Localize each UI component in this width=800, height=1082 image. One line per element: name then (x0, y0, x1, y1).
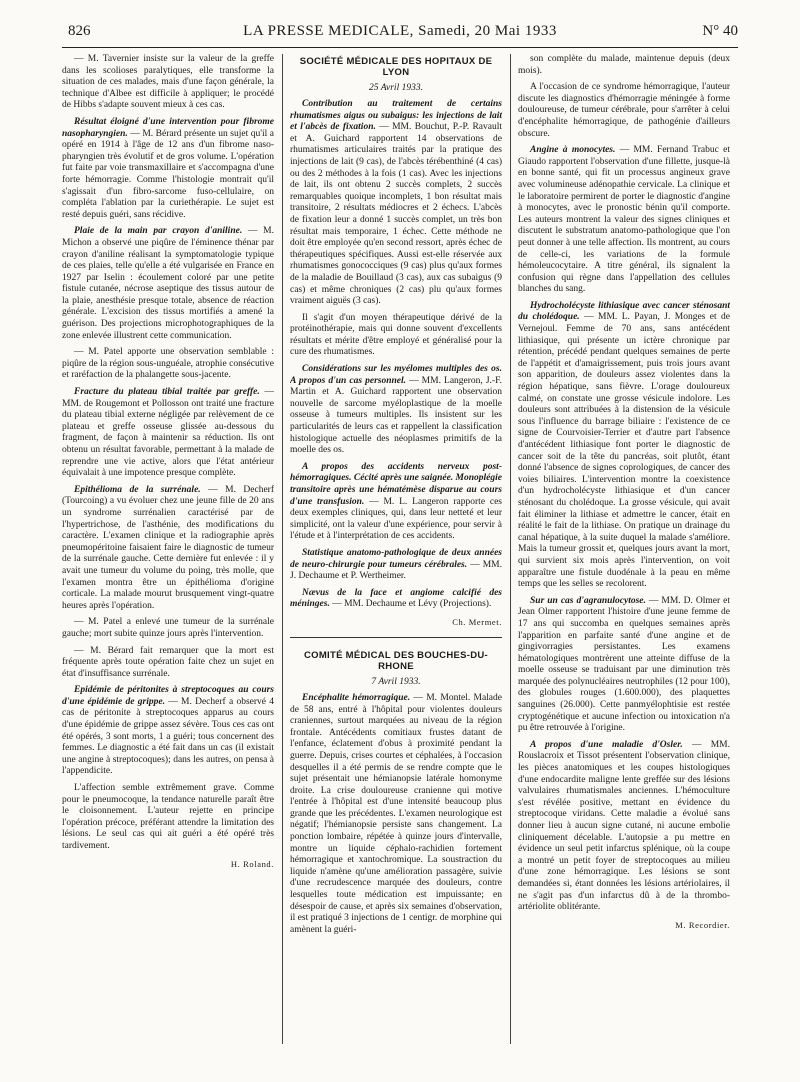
communication-title: Epithélioma de la surrénale. (74, 484, 201, 495)
paragraph-text: L'affection semble extrêmement grave. Comme pour le pneumocoque, la tendance naturelle paraît être le cloisonnement. L'auteur rejette en principe l'opération précoce, préférant attendre la limitation des lésions. Le seul cas qui ait guéri a été opéré très tardivement. (62, 783, 274, 851)
paragraph-text: — M. Patel apporte une observation semblable : piqûre de la région sous-unguéale, atrophie consécutive et raréfaction de la phalangette sous-jacente. (62, 347, 274, 381)
communication-paragraph (518, 301, 730, 591)
paragraph-text: Il s'agit d'un moyen thérapeutique dérivé de la protéinothérapie, mais qui donne souvent d'excellents résultats et mérite d'être employé et généralisé pour la cure des rhumatismes. (290, 312, 502, 358)
communication-title: A propos des accidents nerveux post-hémorragiques. Cécité après une saignée. Monoplégie transitoire après une hématémèse disparue au cours d'une transfusion. (290, 461, 502, 507)
paragraph (62, 347, 274, 382)
paragraph-text: — M. Tavernier insiste sur la valeur de la greffe dans les scolioses paralytiques, elle transforme la situation de ces malades, mais d'une façon générale, la technique d'Albee est difficile à appliquer; le procédé de Hibbs s'adapte souvent mieux à ces cas. (62, 54, 274, 111)
communication-title: Nævus de la face et angiome calcifié des méninges. (290, 587, 502, 610)
communication-paragraph (290, 99, 502, 308)
communication-title: Sur un cas d'agranulocytose. (530, 595, 646, 606)
paragraph-text: — MM. Rouslacroix et Tissot présentent l'observation clinique, les pièces anatomiques et les coupes histologiques d'une endocardite maligne lente greffée sur des lésions valvulaires rhumatismales anciennes. L'hémoculture s'est révélée positive, mettant en évidence du streptocoque viridans. Cette maladie a évolué sans donner lieu à aucun signe cutané, ni aucune embolie cliniquement décelable. L'autopsie a pu mettre en évidence un seul petit infarctus splénique, où la coupe a montré un petit foyer de streptocoques au milieu d'une zone hémorragique. Les lésions se sont demandées si, étant données les lésions artériolaires, il ne s'agit pas d'un infarctus dû à de la thrombo-artériolite oblitérante. (518, 739, 730, 913)
communication-paragraph (518, 145, 730, 296)
section-heading: COMITÉ MÉDICAL DES BOUCHES-DU-RHONE (303, 649, 489, 672)
column-right-paragraphs (518, 54, 730, 914)
communication-paragraph (290, 364, 502, 457)
paragraph-text: — MM. L. Payan, J. Monges et de Vernejoul. Femme de 70 ans, sans antécédent lithiasique, qui présente un ictère chronique par rétention, précédé pendant quelques semaines de perte de l'appétit et d'amaigrissement, puis trois jours avant son apparition, de douleurs assez violentes dans la région hépatique, sans fièvre. L'orage douloureux calmé, on constate une grosse vésicule indolore. Les douleurs sont attribuées à la distension de la vésicule sous l'influence du barrage biliaire : l'existence de ce signe de Courvoisier-Terrier et d'autre part l'absence d'antécédent lithiasique font porter le diagnostic de cancer soit de la tête du pancréas, soit plutôt, étant donné l'absence de signes coprologiques, de cancer des voies biliaires. L'intervention montre la coexistence d'un hydrocholécyste lithiasique et d'un cancer sténosant du cholédoque. La grosse vésicule, qui avait fait éliminer la lithiase et admettre le cancer, était en réalité le fait de la lithiase. On pratique un drainage du canal hépatique, à la suite duquel la malade s'améliore. Mais la tumeur grossit et, quelques jours avant la mort, qui survient six mois après l'intervention, on voit apparaître une fistule duodénale à la peau en même temps que les selles se recolorent. (518, 312, 730, 590)
communication-paragraph (290, 588, 502, 611)
paragraph (290, 313, 502, 359)
paragraph-text: — M. Bérard présente un sujet qu'il a opéré en 1914 à l'âge de 12 ans d'un fibrome naso-pharyngien très évolutif et de gros volume. L'opération fut faite par voie transmaxillaire et s'accompagna d'une forte hémorragie. Comme l'histologie montrait qu'il s'agissait d'un fibro-sarcome fuso-cellulaire, on compléta l'ablation par la curiethérapie. Le sujet est resté depuis guéri, sans récidive. (62, 128, 274, 220)
paragraph-text: — MM. D. Olmer et Jean Olmer rapportent l'histoire d'une jeune femme de 17 ans qui succomba en quelques semaines après l'apparition en parfaite santé d'une angine et de gingivorragies persistantes. Les examens hématologiques montrèrent une atteinte diffuse de la moelle osseuse se traduisant par une diminution très marquée des polynucléaires neutrophiles (12 pour 100), des globules rouges (1.600.000), des plaquettes sanguines (26.000). Cette panmyélophtisie est restée cryptogénétique et aucune infection ou intoxication n'a pu être retrouvée à l'origine. (518, 595, 730, 734)
paragraph-text: — M. Michon a observé une piqûre de l'éminence thénar par crayon d'aniline réalisant la symptomatologie typique de ces plaies, telle qu'elle a été vulgarisée en France en 1927 par Iselin : écoulement coloré par une petite fistule cutanée, nécrose aseptique des tissus autour de la plaie, anesthésie presque totale, absence de réaction générale. L'excision des tissus mortifiés a amené la guérison. Des projections microphotographiques de la zone enlevée illustrent cette communication. (62, 226, 274, 341)
section-divider (290, 637, 502, 638)
communication-paragraph (518, 596, 730, 735)
section-heading: SOCIÉTÉ MÉDICALE DES HOPITAUX DE LYON (299, 56, 493, 78)
signature: M. Recordier. (675, 919, 730, 930)
paragraph-text: — M. Decherf (Tourcoing) a vu évoluer chez une jeune fille de 20 ans un syndrome surrénalien caractérisé par de l'hypertrichose, de l'asthénie, des modifications du caractère. L'examen clinique et la radiographie après pneumopéritoine faisaient faire le diagnostic de tumeur de la surrénale gauche. Cette dernière fut enlevée : il y avait une tumeur du volume du poing, très molle, que l'examen montra être un épithélioma d'origine corticale. La malade mourut brusquement vingt-quatre heures après l'opération. (62, 484, 274, 611)
session-date: 25 Avril 1933. (369, 83, 423, 93)
column-divider (510, 54, 511, 1044)
paragraph (62, 54, 274, 112)
paragraph-text: — M. Patel a enlevé une tumeur de la surrénale gauche; mort subite quinze jours après l'intervention. (62, 617, 274, 639)
communication-title: Plaie de la main par crayon d'aniline. (74, 226, 243, 237)
paragraph-text: — M. Bérard fait remarquer que la mort est fréquente après toute opération faite chez un sujet en état d'insuffisance surrénale. (62, 645, 274, 679)
communication-paragraph (290, 548, 502, 583)
column-left-paragraphs (62, 54, 274, 853)
communication-paragraph (518, 740, 730, 914)
communication-title: Résultat éloigné d'une intervention pour fibrome nasopharyngien. (62, 116, 274, 139)
paragraph-text: — MM. Dechaume et Lévy (Projections). (332, 599, 492, 610)
paragraph (518, 54, 730, 77)
signature: H. Roland. (230, 858, 274, 869)
section-paragraphs (290, 99, 502, 611)
communication-paragraph (62, 387, 274, 480)
paragraph (62, 646, 274, 681)
communication-title: Angine à monocytes. (530, 145, 616, 156)
column-divider (282, 54, 283, 1044)
communication-title: Encéphalite hémorragique. (302, 692, 411, 703)
communication-paragraph (290, 462, 502, 543)
paragraph (518, 82, 730, 140)
paragraph-text: — M. L. Langeron rapporte ces deux exemples cliniques, qui, dans leur netteté et leur simplicité, ont la valeur d'une expérience, pour servir à l'étude et à l'interprétation de ces accidents. (290, 496, 502, 542)
communication-title: Fracture du plateau tibial traitée par greffe. (74, 387, 260, 398)
communication-paragraph (62, 685, 274, 778)
paragraph (62, 783, 274, 853)
journal-title: LA PRESSE MEDICALE, Samedi, 20 Mai 1933 (243, 23, 557, 39)
section-paragraphs (290, 693, 502, 936)
communication-title: A propos d'une maladie d'Osler. (530, 739, 683, 750)
communication-paragraph (62, 117, 274, 221)
communication-title: Hydrocholécyste lithiasique avec cancer sténosant du cholédoque. (518, 300, 730, 323)
paragraph-text: — MM. de Rougemont et Pollosson ont traité une fracture du plateau tibial externe négligée par relèvement de ce plateau et greffe osseuse glissée au-dessous du fragment, de façon à maintenir sa réduction. Ils ont obtenu un résultat favorable, permettant à la malade de reprendre une vie active, alors que l'état antérieur équivalait à une impotence presque complète. (62, 387, 274, 479)
paragraph-text: — M. Montel. Malade de 58 ans, entré à l'hôpital pour violentes douleurs craniennes, surtout marquées au niveau de la région frontale. Antécédents comitiaux frustes datant de l'enfance, éclatement d'obus à proximité pendant la guerre. Depuis, crises courtes et céphalées, à l'occasion desquelles il a été permis de se rendre compte que le sujet présentait une hémianopsie latérale homonyme droite. La crise douloureuse cranienne qui motive l'entrée à l'hôpital est d'une intensité beaucoup plus grande que les précédentes. L'examen neurologique est négatif; l'hémianopsie persiste sans changement. La ponction lombaire, répétée à quinze jours d'intervalle, montre un liquide céphalo-rachidien fortement hémorragique et xantochromique. La soustraction du liquide n'amène qu'une amélioration passagère, suivie d'une recrudescence marquée des douleurs, contre lesquelles toute médication est impuissante; en désespoir de cause, et après six semaines d'observation, il est pratiqué 3 injections de 1 centigr. de morphine qui amènent la guéri- (290, 692, 502, 935)
paragraph-text: — MM. J. Dechaume et P. Wertheimer. (290, 559, 502, 582)
page-header (62, 20, 738, 42)
paragraph-text: — M. Decherf a observé 4 cas de péritonite à streptocoques apparus au cours d'une épidémie de grippe assez sévère. Tous ces cas ont été opérés, 3 sont morts, 1 a guéri; tous concernent des femmes. Le diagnostic a été fait dans un cas (il existait une angine à streptocoques); dans les autres, on pensa à l'appendicite. (62, 696, 274, 777)
signature: Ch. Mermet. (452, 616, 502, 627)
session-date: 7 Avril 1933. (371, 676, 421, 687)
paragraph-text: — MM. Fernand Trabuc et Giaudo rapportent l'observation d'une fillette, jusque-là en bonne santé, qui fit un processus angineux grave avec volumineuse adénopathie cervicale. La clinique et le laboratoire permirent de porter le diagnostic d'angine à monocytes, avec le pronostic bénin qu'il comporte. Les auteurs montrent la valeur des signes cliniques et discutent le substratum anatomo-pathologique que l'on peut donner à une telle affection. Ils montrent, au cours de celle-ci, les variations de la formule hémoleucocytaire. A titre général, ils signalent la confusion qui règne dans l'appellation des cellules blanches du sang. (518, 145, 730, 295)
communication-title: Statistique anatomo-pathologique de deux années de neuro-chirurgie pour tumeurs cérébrales. (290, 547, 502, 570)
paragraph-text: — MM. Bouchut, P.-P. Ravault et A. Guichard rapportent 14 observations de rhumatismes articulaires traités par la pratique des injections de lait (9 cas), de l'abcès térébenthiné (4 cas) ou des 2 méthodes à la fois (1 cas). Avec les injections de lait, ils ont obtenu 2 succès complets, 2 succès remarquables quoique incomplets, 1 bon résultat mais transitoire, 2 résultats médiocres et 2 échecs. L'abcès de fixation leur a donné 1 succès complet, un très bon résultat mais temporaire, 1 échec. Cette méthode ne doit être employée qu'en second ressort, après échec de thérapeutiques spécifiques. Aussi est-elle réservée aux rhumatismes gonococciques (9 cas) plus qu'aux formes de la maladie de Bouillaud (3 cas), aux cas subaigus (9 cas) et même chroniques (2 cas) plu qu'aux formes vraiment aiguës (3 cas). (290, 122, 502, 307)
communication-title: Contribution au traitement de certains rhumatismes aigus ou subaigus: les injections de lait et l'abcès de fixation. (290, 99, 502, 133)
page-number: 826 (68, 23, 91, 39)
column-left (62, 54, 274, 1054)
column-right (518, 54, 730, 1054)
paragraph-text: — MM. Langeron, J.-F. Martin et A. Guichard rapportent une observation nouvelle de sarcome myéloplastique de la moelle osseuse à tumeurs multiples. Ils insistent sur les particularités de leurs cas et rappellent la classification histologique actuelle des néoplasmes primitifs de la moelle des os. (290, 375, 502, 456)
paragraph (62, 617, 274, 640)
communication-paragraph (290, 693, 502, 936)
column-middle (290, 54, 502, 1054)
paragraph-text: A l'occasion de ce syndrome hémorragique, l'auteur discute les diagnostics d'hémorragie méningée à forme douloureuse, de tumeur cérébrale, pour s'arrêter à celui d'encéphalite hémorragique, de pathogénie d'ailleurs obscure. (518, 82, 730, 139)
issue-number: N° 40 (702, 23, 738, 39)
communication-title: Considérations sur les myélomes multiples des os. A propos d'un cas personnel. (290, 364, 502, 386)
header-rule (62, 47, 738, 48)
communication-title: Epidémie de péritonites à streptocoques au cours d'une épidémie de grippe. (62, 685, 274, 707)
paragraph-text: son complète du malade, maintenue depuis (deux mois). (518, 54, 730, 76)
communication-paragraph (62, 226, 274, 342)
communication-paragraph (62, 485, 274, 613)
